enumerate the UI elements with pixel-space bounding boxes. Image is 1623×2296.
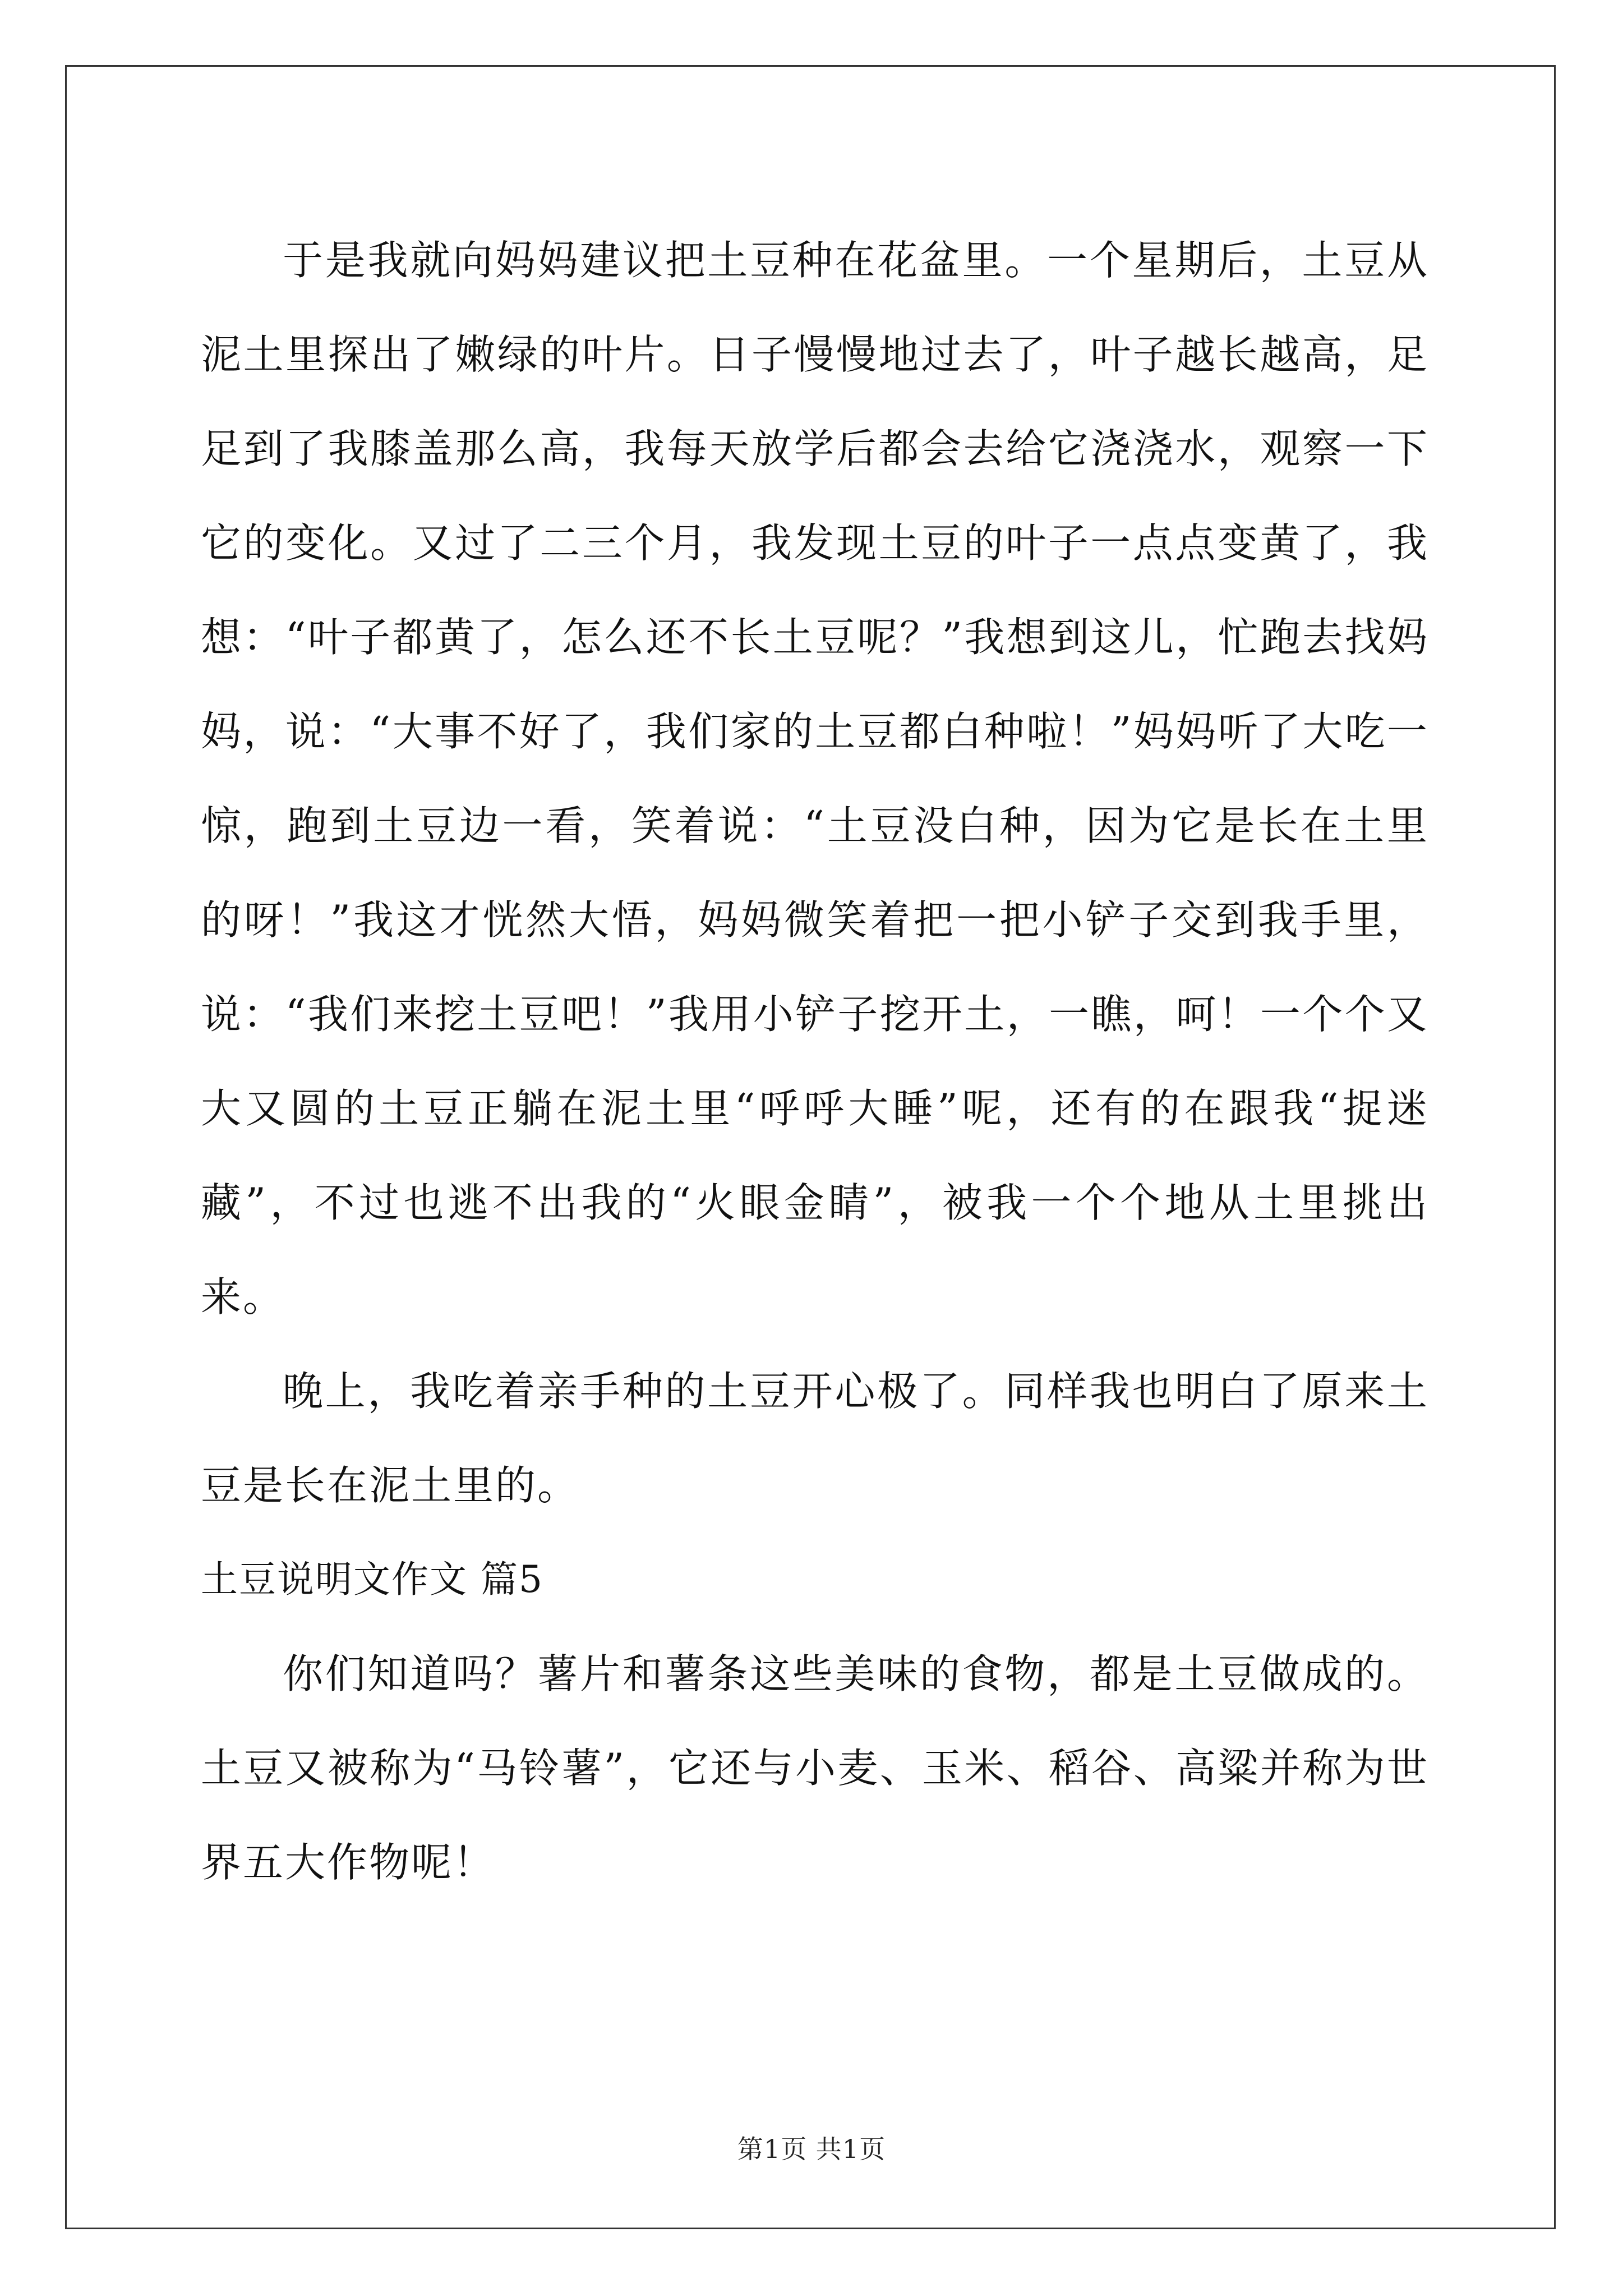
document-body [201, 213, 1429, 1910]
paragraph-potato-growing: 于是我就向妈妈建议把土豆种在花盆里。一个星期后，土豆从泥土里探出了嫩绿的叶片。日子慢慢地过去了，叶子越长越高，足足到了我膝盖那么高，我每天放学后都会去给它浇浇水，观察一下它的变化。又过了二三个月，我发现土豆的叶子一点点变黄了，我想：“叶子都黄了，怎么还不长土豆呢？”我想到这儿，忙跑去找妈妈，说：“大事不好了，我们家的土豆都白种啦！”妈妈听了大吃一惊，跑到土豆边一看，笑着说：“土豆没白种，因为它是长在土里的呀！”我这才恍然大悟，妈妈微笑着把一把小铲子交到我手里，说：“我们来挖土豆吧！”我用小铲子挖开土，一瞧，呵！一个个又大又圆的土豆正躺在泥土里“呼呼大睡”呢，还有的在跟我“捉迷藏”，不过也逃不出我的“火眼金睛”，被我一个个地从土里挑出来。 [201, 237, 1429, 1320]
page-number-footer: 第1页 共1页 [737, 2134, 886, 2164]
section-heading: 土豆说明文作文 篇5 [201, 1558, 543, 1601]
paragraph-evening: 晚上，我吃着亲手种的土豆开心极了。同样我也明白了原来土豆是长在泥土里的。 [201, 1368, 1429, 1509]
paragraph-potato-facts: 你们知道吗？薯片和薯条这些美味的食物，都是土豆做成的。土豆又被称为“马铃薯”，它还与小麦、玉米、稻谷、高粱并称为世界五大作物呢！ [201, 1650, 1429, 1886]
